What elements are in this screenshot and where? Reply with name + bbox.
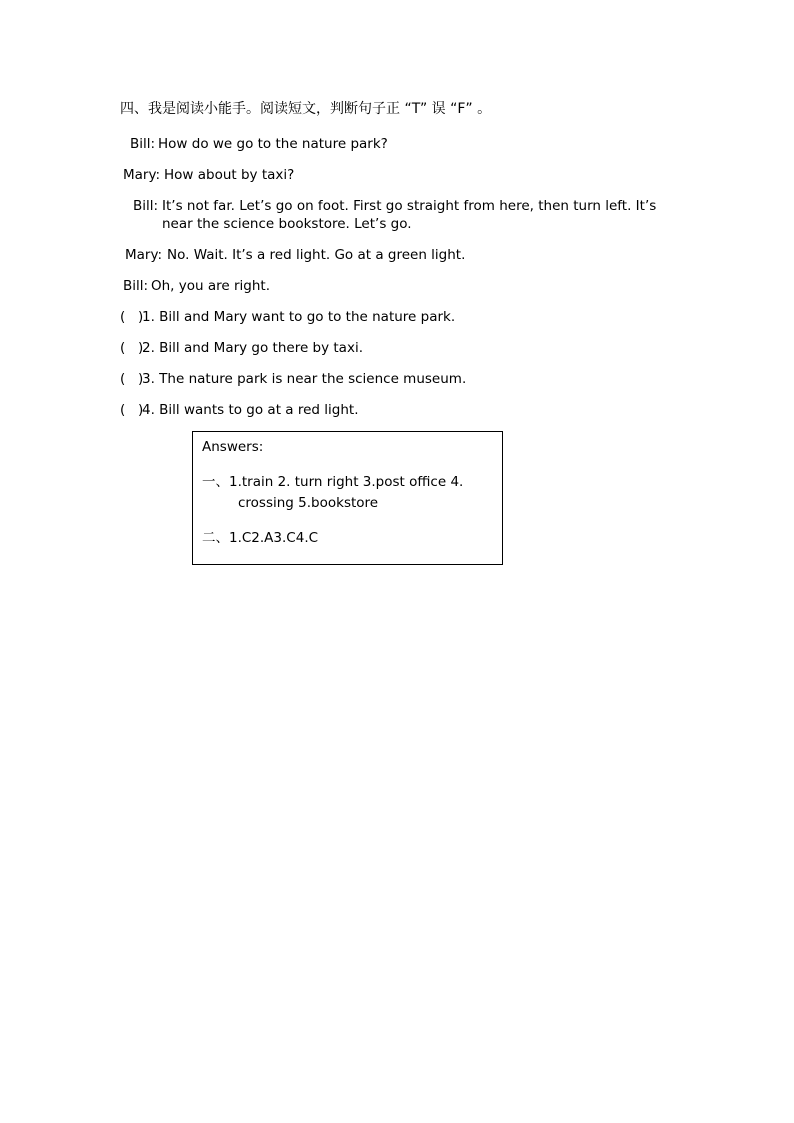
answer-bracket-close: ) <box>138 402 144 418</box>
speaker-label: Bill: <box>133 198 159 214</box>
answers-title: Answers: <box>202 439 264 455</box>
answer-bracket-open: ( <box>120 309 126 325</box>
dialogue-text: Oh, you are right. <box>151 278 270 294</box>
dialogue-line-1 <box>130 135 690 153</box>
dialogue-line-3 <box>133 197 693 233</box>
dialogue-text-continued: near the science bookstore. Let’s go. <box>162 216 412 232</box>
answer-bracket-open: ( <box>120 371 126 387</box>
answers-part-2: 二、1.C2.A3.C4.C <box>202 530 319 546</box>
answer-box <box>192 431 503 565</box>
question-2 <box>120 339 520 357</box>
answers-part-1: 一、1.train 2. turn right 3.post office 4. <box>202 474 464 490</box>
question-text: 3. The nature park is near the science museum. <box>142 371 467 387</box>
dialogue-line-2 <box>123 166 683 184</box>
speaker-label: Mary: <box>123 167 161 183</box>
question-text: 4. Bill wants to go at a red light. <box>142 402 359 418</box>
answer-bracket-open: ( <box>120 402 126 418</box>
answer-bracket-close: ) <box>138 340 144 356</box>
question-3 <box>120 370 520 388</box>
speaker-label: Mary: <box>125 247 163 263</box>
dialogue-text: How about by taxi? <box>164 167 295 183</box>
dialogue-line-5 <box>123 277 683 295</box>
speaker-label: Bill: <box>123 278 149 294</box>
section-heading: 四、我是阅读小能手。阅读短文，判断句子正 “T” 误 “F” 。 <box>120 101 492 117</box>
question-4 <box>120 401 520 419</box>
question-1 <box>120 308 520 326</box>
question-text: 2. Bill and Mary go there by taxi. <box>142 340 363 356</box>
answer-bracket-close: ) <box>138 309 144 325</box>
answer-bracket-open: ( <box>120 340 126 356</box>
speaker-label: Bill: <box>130 136 156 152</box>
question-text: 1. Bill and Mary want to go to the nature park. <box>142 309 456 325</box>
dialogue-text: How do we go to the nature park? <box>158 136 388 152</box>
answers-part-1-continued: crossing 5.bookstore <box>238 495 379 511</box>
answer-bracket-close: ) <box>138 371 144 387</box>
dialogue-text: It’s not far. Let’s go on foot. First go straight from here, then turn left. It’s <box>162 198 657 214</box>
dialogue-line-4 <box>125 246 685 264</box>
dialogue-text: No. Wait. It’s a red light. Go at a green light. <box>167 247 466 263</box>
